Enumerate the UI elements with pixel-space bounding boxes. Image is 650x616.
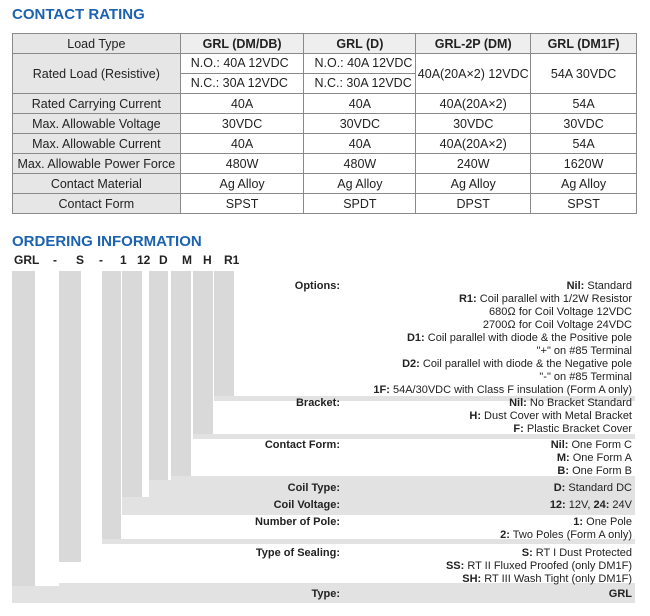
opt-text: 12V, <box>565 499 594 511</box>
connector-options <box>214 271 234 401</box>
coil-type-values <box>554 482 632 495</box>
code-dash: - <box>99 253 103 267</box>
table-cell: Ag Alloy <box>304 174 416 194</box>
coil-type-label: Coil Type: <box>287 482 340 494</box>
table-cell: 30VDC <box>531 114 637 134</box>
opt-key: D2: <box>402 358 420 370</box>
table-cell: 40A <box>304 134 416 154</box>
table-row <box>13 134 637 154</box>
code-dash: - <box>53 253 57 267</box>
row-label: Max. Allowable Power Force <box>13 154 181 174</box>
table-cell: SPDT <box>304 194 416 214</box>
table-cell: 240W <box>416 154 531 174</box>
opt-key: F: <box>513 423 524 435</box>
ordering-info-title: ORDERING INFORMATION <box>12 233 202 250</box>
type-value: GRL <box>608 588 632 600</box>
type-label: Type: <box>311 588 340 600</box>
contact-rating-title: CONTACT RATING <box>12 6 145 23</box>
table-cell <box>180 54 304 94</box>
opt-text: RT III Wash Tight (only DM1F) <box>481 573 632 585</box>
connector-bracket <box>193 271 213 439</box>
opt-key: Nil: <box>509 397 527 409</box>
opt-text: RT I Dust Protected <box>532 547 632 559</box>
header-grl-dm-db: GRL (DM/DB) <box>180 34 304 54</box>
poles-label: Number of Pole: <box>255 516 340 528</box>
table-cell: 30VDC <box>416 114 531 134</box>
table-cell: 54A <box>531 94 637 114</box>
opt-text: Coil parallel with diode & the Negative pole <box>419 358 632 370</box>
opt-text: No Bracket Standard <box>526 397 632 409</box>
connector-coil-type <box>149 271 168 497</box>
opt-key: Nil: <box>550 439 569 451</box>
header-load-type: Load Type <box>13 34 181 54</box>
table-row <box>13 54 637 94</box>
contact-form-label: Contact Form: <box>264 439 340 451</box>
code-contact-form: M <box>182 253 192 267</box>
opt-text: One Form A <box>569 452 632 464</box>
table-cell: 40A(20A×2) 12VDC <box>416 54 531 94</box>
table-cell: 54A <box>531 134 637 154</box>
table-row <box>13 174 637 194</box>
opt-text: Dust Cover with Metal Bracket <box>481 410 632 422</box>
table-cell: DPST <box>416 194 531 214</box>
row-label: Contact Form <box>13 194 181 214</box>
table-cell: 40A <box>180 134 304 154</box>
code-sealing: S <box>76 253 85 267</box>
opt-text: 54A/30VDC with Class F insulation (Form A only) <box>389 384 632 396</box>
opt-key: Nil: <box>566 280 585 292</box>
opt-key: 24: <box>593 499 610 511</box>
connector-type <box>12 271 35 603</box>
table-row <box>13 94 637 114</box>
table-cell: Ag Alloy <box>180 174 304 194</box>
opt-text: Standard DC <box>565 482 632 494</box>
table-cell: 30VDC <box>180 114 304 134</box>
opt-key: SH: <box>462 573 482 585</box>
row-label: Rated Load (Resistive) <box>13 54 181 94</box>
opt-text: 24V <box>609 499 632 511</box>
table-cell: 40A <box>304 94 416 114</box>
header-grl-dm1f: GRL (DM1F) <box>531 34 637 54</box>
opt-text: One Form C <box>568 439 632 451</box>
table-row <box>13 154 637 174</box>
table-cell: 40A <box>180 94 304 114</box>
table-cell: 40A(20A×2) <box>416 134 531 154</box>
opt-key: R1: <box>458 293 477 305</box>
contact-rating-table <box>12 33 637 214</box>
opt-key: H: <box>469 410 481 422</box>
poles-values <box>500 516 632 542</box>
row-label: Rated Carrying Current <box>13 94 181 114</box>
table-cell: 480W <box>304 154 416 174</box>
table-cell: SPST <box>531 194 637 214</box>
header-grl-d: GRL (D) <box>304 34 416 54</box>
opt-text: "-" on #85 Terminal <box>539 371 632 383</box>
opt-key: 12: <box>549 499 566 511</box>
opt-key: M: <box>556 452 570 464</box>
code-options: R1 <box>224 253 240 267</box>
cell-line: N.C.: 30A 12VDC <box>181 73 304 93</box>
cell-line: N.O.: 40A 12VDC <box>190 56 289 70</box>
table-row <box>13 194 637 214</box>
table-cell <box>304 54 416 94</box>
coil-voltage-values <box>550 499 632 512</box>
table-cell: Ag Alloy <box>531 174 637 194</box>
table-cell: 1620W <box>531 154 637 174</box>
opt-key: 2: <box>500 529 510 541</box>
opt-text: Standard <box>584 280 632 292</box>
sealing-values <box>446 547 632 586</box>
contact-form-values <box>551 439 632 478</box>
opt-key: SS: <box>445 560 465 572</box>
opt-text: Plastic Bracket Cover <box>523 423 632 435</box>
opt-key: 1F: <box>373 384 390 396</box>
coil-voltage-label: Coil Voltage: <box>273 499 340 511</box>
opt-key: 1: <box>573 516 584 528</box>
opt-text: 2700Ω for Coil Voltage 24VDC <box>482 319 632 331</box>
opt-text: One Pole <box>583 516 632 528</box>
table-cell: 480W <box>180 154 304 174</box>
code-coil-type: D <box>159 253 168 267</box>
connector-sealing <box>59 271 81 562</box>
opt-text: Coil parallel with 1/2W Resistor <box>476 293 632 305</box>
opt-key: D1: <box>406 332 425 344</box>
code-bracket: H <box>203 253 212 267</box>
bracket-label: Bracket: <box>295 397 340 409</box>
table-cell: 54A 30VDC <box>531 54 637 94</box>
table-cell: 30VDC <box>304 114 416 134</box>
cell-line: N.O.: 40A 12VDC <box>314 56 413 70</box>
opt-text: RT II Fluxed Proofed (only DM1F) <box>464 560 632 572</box>
opt-text: Two Poles (Form A only) <box>509 529 632 541</box>
sealing-label: Type of Sealing: <box>255 547 340 559</box>
opt-text: Coil parallel with diode & the Positive pole <box>424 332 632 344</box>
code-type: GRL <box>14 253 40 267</box>
table-cell: Ag Alloy <box>416 174 531 194</box>
table-row <box>13 114 637 134</box>
opt-text: One Form B <box>569 465 632 477</box>
opt-text: 680Ω for Coil Voltage 12VDC <box>489 306 632 318</box>
table-header-row <box>13 34 637 54</box>
opt-key: B: <box>557 465 570 477</box>
connector-contact-form <box>171 271 191 481</box>
row-label: Contact Material <box>13 174 181 194</box>
table-cell: SPST <box>180 194 304 214</box>
opt-key: D: <box>553 482 566 494</box>
opt-text: "+" on #85 Terminal <box>536 345 632 357</box>
connector-voltage <box>122 271 142 515</box>
cell-line: N.C.: 30A 12VDC <box>304 73 415 93</box>
table-cell: 40A(20A×2) <box>416 94 531 114</box>
code-poles: 1 <box>120 253 127 267</box>
opt-key: S: <box>521 547 533 559</box>
bracket-values <box>469 397 632 436</box>
options-values <box>373 280 632 397</box>
row-label: Max. Allowable Current <box>13 134 181 154</box>
code-voltage: 12 <box>137 253 151 267</box>
header-grl-2p: GRL-2P (DM) <box>416 34 531 54</box>
row-label: Max. Allowable Voltage <box>13 114 181 134</box>
options-label: Options: <box>294 280 340 292</box>
connector-poles <box>102 271 121 544</box>
